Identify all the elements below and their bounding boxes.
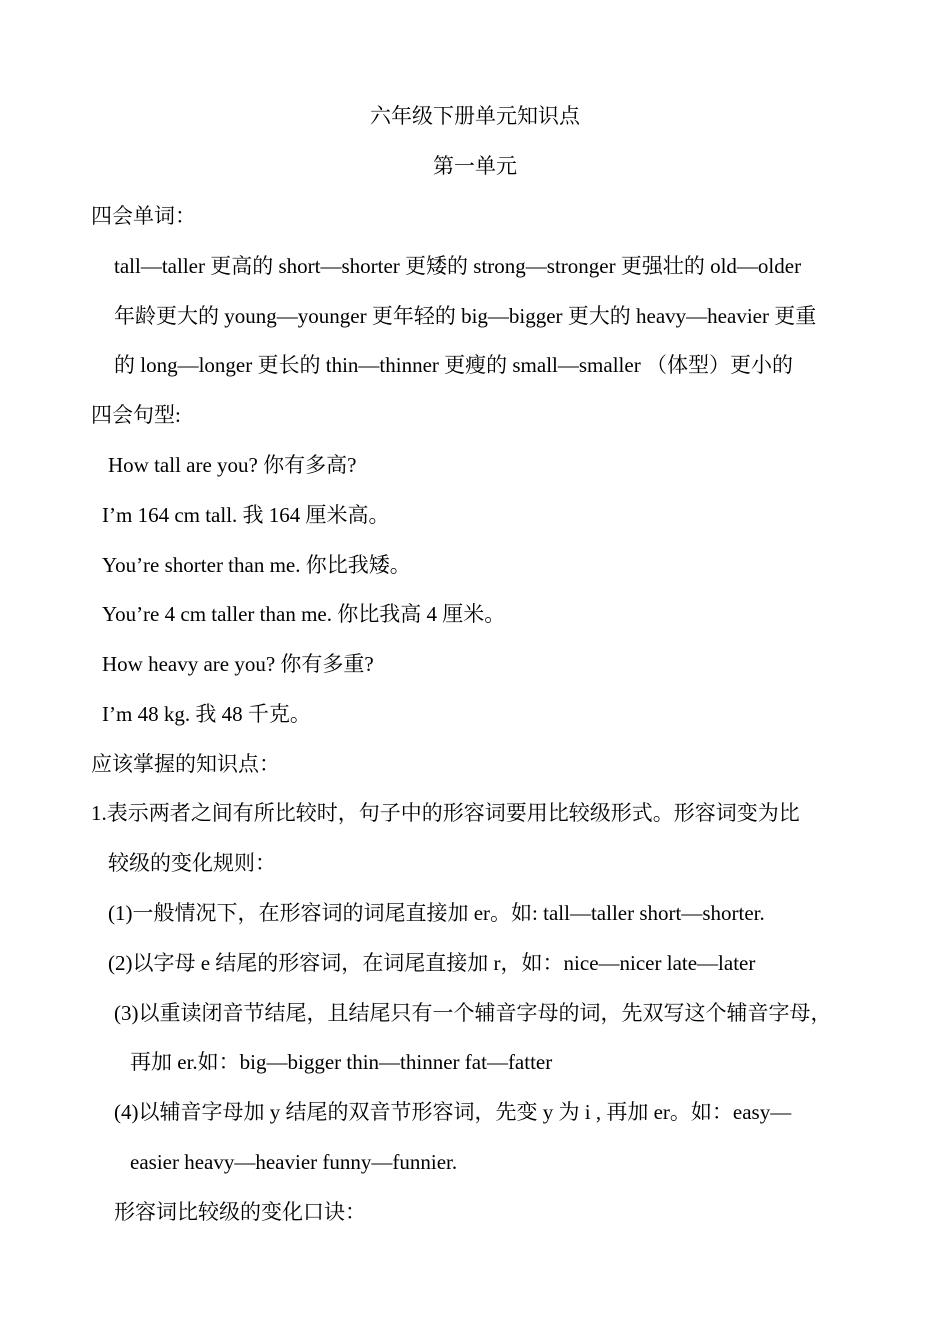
point-1-line-1: 1.表示两者之间有所比较时，句子中的形容词要用比较级形式。形容词变为比: [91, 801, 800, 825]
vocab-line-1: tall—taller 更高的 short—shorter 更矮的 strong—stronger 更强壮的 old—older: [114, 254, 802, 278]
point-1-line-2: 较级的变化规则：: [108, 851, 276, 875]
vocab-heading: 四会单词：: [91, 204, 196, 228]
rule-3-line-2: 再加 er.如：big—bigger thin—thinner fat—fatter: [130, 1050, 553, 1074]
sentence-6: I’m 48 kg. 我 48 千克。: [102, 702, 311, 726]
sentence-heading: 四会句型:: [91, 403, 181, 427]
unit-title: 第一单元: [433, 154, 517, 178]
vocab-line-3: 的 long—longer 更长的 thin—thinner 更瘦的 small—smaller （体型）更小的: [114, 353, 793, 377]
sentence-2: I’m 164 cm tall. 我 164 厘米高。: [102, 503, 390, 527]
rule-3-line-1: (3)以重读闭音节结尾，且结尾只有一个辅音字母的词，先双写这个辅音字母，: [114, 1001, 832, 1025]
rule-1: (1)一般情况下，在形容词的词尾直接加 er。如: tall—taller short—shorter.: [108, 901, 765, 925]
sentence-3: You’re shorter than me. 你比我矮。: [102, 553, 411, 577]
rule-4-line-2: easier heavy—heavier funny—funnier.: [130, 1150, 458, 1174]
knowledge-heading: 应该掌握的知识点：: [91, 752, 280, 776]
vocab-line-2: 年龄更大的 young—younger 更年轻的 big—bigger 更大的 heavy—heavier 更重: [114, 304, 817, 328]
rule-2: (2)以字母 e 结尾的形容词，在词尾直接加 r，如：nice—nicer late—later: [108, 951, 756, 975]
mnemonic-heading: 形容词比较级的变化口诀：: [114, 1200, 366, 1224]
rule-4-line-1: (4)以辅音字母加 y 结尾的双音节形容词，先变 y 为 i , 再加 er。如：easy—: [114, 1100, 792, 1124]
document-title: 六年级下册单元知识点: [370, 104, 580, 128]
sentence-1: How tall are you? 你有多高?: [108, 453, 357, 477]
sentence-4: You’re 4 cm taller than me. 你比我高 4 厘米。: [102, 602, 506, 626]
sentence-5: How heavy are you? 你有多重?: [102, 652, 374, 676]
